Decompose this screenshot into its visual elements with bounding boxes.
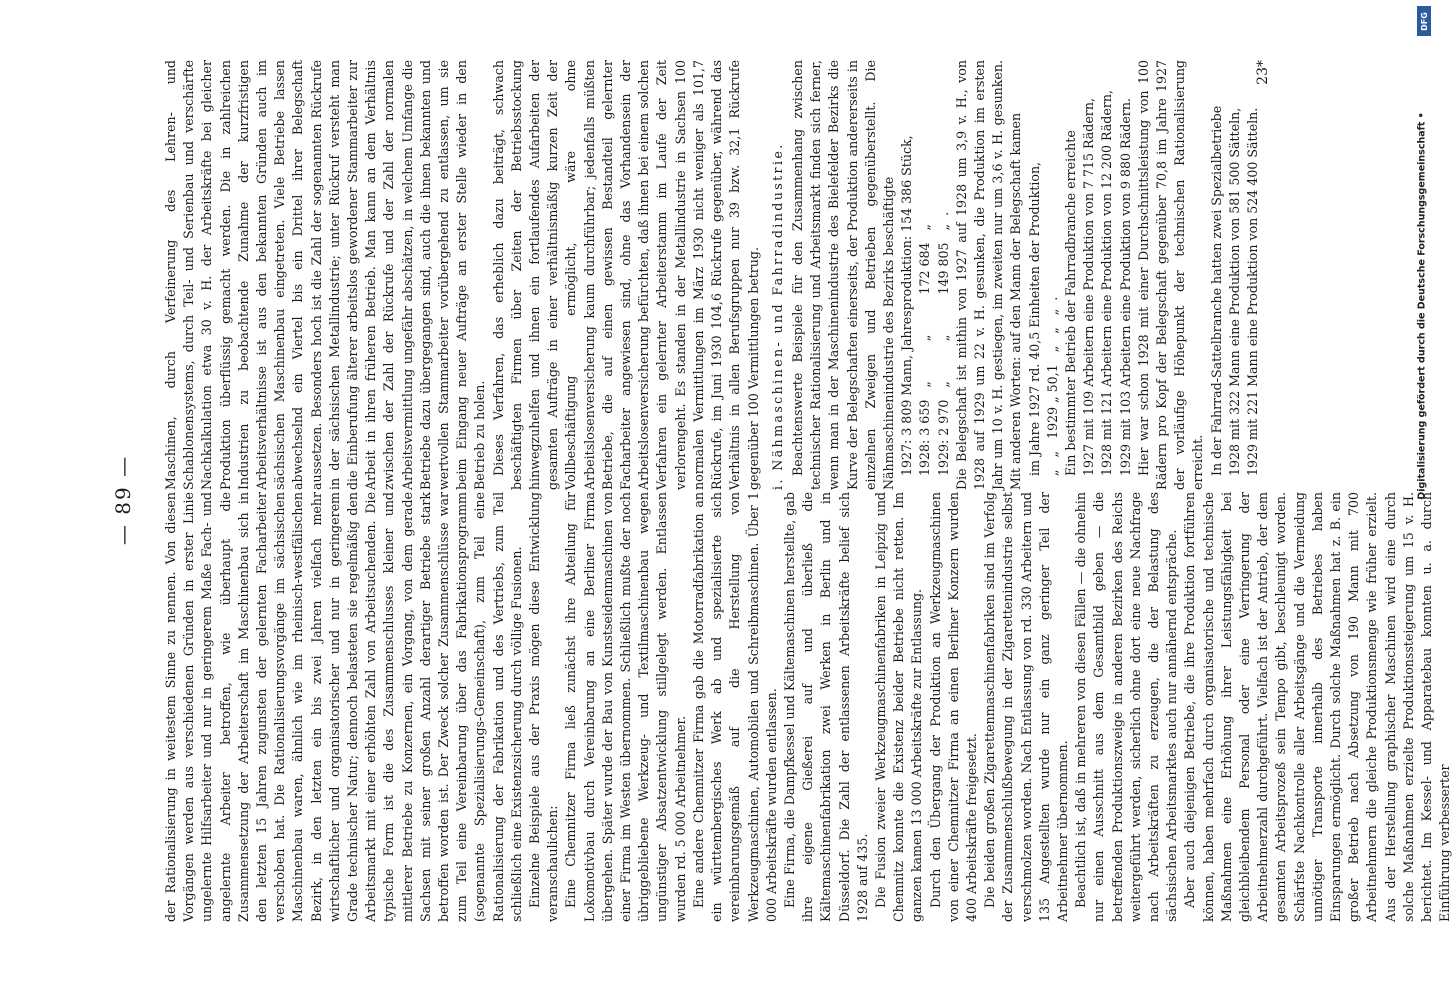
paragraph: Die beiden großen Zigarettenmaschinenfabriken sind im Verfolg der Zusammenschlußbewegung in der Zigarettenindustrie selbst verschmolzen worden. Nach Entlassung von rd. 330 Arbeitern und 135 Angestellten wurde nur ein ganz geringer Teil der Arbeitnehmer übernommen.	[982, 492, 1070, 922]
paragraph: Durch den Übergang der Produktion an Werkzeugmaschinen von einer Chemnitzer Firma an einen Berliner Konzern wurden 400 Arbeitskräfte freigesetzt.	[927, 492, 979, 922]
left-text-column	[162, 492, 1454, 922]
statistics-line: 1929 mit 103 Arbeitern eine Produktion von 9 880 Rädern.	[1117, 98, 1133, 476]
signature-mark: 23*	[1255, 60, 1271, 85]
statistics-line: 1928 mit 322 Mann eine Produktion von 581 500 Sätteln,	[1226, 107, 1242, 476]
dfg-logo	[1417, 6, 1431, 36]
page-number-header: — 89 —	[111, 454, 135, 546]
paragraph: der Rationalisierung in weitestem Sinne zu nennen. Von diesen Vorgängen werden aus verschiedenen Gründen in erster Linie ungelernte Hilfsarbeiter und nur in geringerem Maße Fach- und angelernte Arbeiter betroffen, wie überhaupt die Zusammensetzung der Arbeiterschaft im Maschinenbau sich in den letzten 15 Jahren zugunsten der gelernten Facharbeiter verschoben hat. Die Rationalisierungsvorgänge im sächsischen Maschinenbau waren, ähnlich wie im rheinisch-westfälischen Bezirk, in den letzten ein bis zwei Jahren vielfach mehr wirtschaftlicher und organisatorischer und nur in geringerem Grade technischer Natur; dennoch belasteten sie regelmäßig den Arbeitsmarkt mit einer erhöhten Zahl von Arbeitsuchenden. Die typische Form ist die des Zusammenschlusses kleiner und mittlerer Betriebe zu Konzernen, ein Vorgang, von dem gerade Sachsen mit seiner großen Anzahl derartiger Betriebe stark betroffen worden ist. Der Zweck solcher Zusammenschlüsse war zum Teil eine Vereinbarung über das Fabrikationsprogramm (sogenannte Spezialisierungs-Gemeinschaft), zum Teil eine Rationalisierung der Fabrikation und des Vertriebs, zum Teil schließlich eine Existenzsicherung durch völlige Fusionen.	[163, 492, 524, 922]
paragraph: Eine andere Chemnitzer Firma gab die Motorradfabrikation an ein württembergisches Werk ab und spezialisierte sich vereinbarungsgemäß auf die Herstellung von Werkzeugmaschinen, Automobilen und Schreibmaschinen. Über 1 000 Arbeitskräfte wurden entlassen.	[690, 492, 779, 922]
paragraph: Beachtenswerte Beispiele für den Zusammenhang zwischen technischer Rationalisierung und Arbeitsmarkt finden sich ferner, wenn man in der Maschinenindustrie des Bielefelder Bezirks die Kurve der Belegschaften einerseits, der Produktion andererseits in einzelnen Zweigen und Betrieben gegenüberstellt. Die Nähmaschinenindustrie des Bezirks beschäftigte	[789, 60, 896, 490]
credit-text: Digitalisierung gefördert durch die Deutsche Forschungsgemeinschaft •	[1416, 112, 1428, 500]
paragraph: Die Fusion zweier Werkzeugmaschinenfabriken in Leipzig und Chemnitz konnte die Existenz beider Betriebe nicht retten. Im ganzen kamen 13 000 Arbeitskräfte zur Entlassung.	[872, 492, 925, 922]
paragraph: Hier war schon 1928 mit einer Durchschnittsleistung von 100 Rädern pro Kopf der Belegschaft gegenüber 70,8 im Jahre 1927 der vorläufige Höhepunkt der technischen Rationalisierung erreicht.	[1135, 60, 1206, 490]
statistics-line: 1929: 2 970 „ „ 149 805 „ .	[935, 211, 951, 476]
statistics-line: „ „ 1929 „ 50,1 „ „ „ .	[1044, 296, 1060, 476]
statistics-line: 1928: 3 659 „ „ 172 684 „	[917, 223, 933, 476]
statistics-line: 1927: 3 809 Mann, Jahresproduktion: 154 386 Stück,	[899, 135, 915, 476]
paragraph: Maschinen, durch Verfeinerung des Lehren- und Schablonensystems, durch Teil- und Serienbau und verschärfte Nachkalkulation etwa 30 v. H. der Arbeitskräfte bei gleicher Produktion überflüssig gemacht werden. Die in zahlreichen Industrien zu beobachtende Zunahme der kurzfristigen Arbeitsverhältnisse ist aus den bekannten Gründen auch im sächsischen Maschinenbau eingetreten. Viele Betriebe lassen abwechselnd ein Viertel bis ein Drittel ihrer Belegschaft aussetzen. Besonders hoch ist die Zahl der sogenannten Rückrufe in der sächsischen Metallindustrie; unter Rückruf versteht man die Einberufung älterer arbeitslos gewordener Stammarbeiter zur Arbeit in ihren früheren Betrieb. Man kann an dem Verhältnis zwischen der Zahl der Rückrufe und der Zahl der normalen Arbeitsvermittlung ungefähr abschätzen, in welchem Umfange die Betriebe dazu übergegangen sind, auch die ihnen bekannten und wertvollen Stammarbeiter vorübergehend zu entlassen, um sie beim Eingang neuer Aufträge an erster Stelle wieder in den Betrieb zu holen.	[163, 60, 488, 490]
paragraph: Ein bestimmter Betrieb der Fahrradbranche erreichte	[1062, 130, 1078, 476]
paragraph: Aber auch diejenigen Betriebe, die ihre Produktion fortführen können, haben mehrfach durch organisatorische und technische Maßnahmen eine Erhöhung ihrer Leistungsfähigkeit bei gleichbleibendem Personal oder eine Verringerung der Arbeitnehmerzahl durchgeführt. Vielfach ist der Antrieb, der dem gesamten Arbeitsprozeß sein Tempo gibt, beschleunigt worden. Schärfste Nachkontrolle aller Arbeitsgänge und die Vermeidung unnötiger Transporte innerhalb des Betriebes haben Einsparungen ermöglicht. Durch solche Maßnahmen hat z. B. ein großer Betrieb nach Absetzung von 190 Mann mit 700 Arbeitnehmern die gleiche Produktionsmenge wie früher erzielt. Aus der Herstellung graphischer Maschinen wird eine durch solche Maßnahmen erzielte Produktionssteigerung um 15 v. H. berichtet. Im Kessel- und Apparatebau konnten u. a. durch Einführung verbesserter	[1182, 492, 1453, 922]
paragraph: Eine Firma, die Dampfkessel und Kältemaschinen herstellte, gab ihre eigene Gießerei auf und überließ die Kältemaschinenfabrikation zwei Werken in Berlin und in Düsseldorf. Die Zahl der entlassenen Arbeitskräfte belief sich 1928 auf 435.	[781, 492, 870, 922]
paragraph: Eine Chemnitzer Firma ließ zunächst ihre Abteilung für Lokomotivbau durch Vereinbarung an eine Berliner Firma übergehen. Später wurde der Bau von Kunstseidenmaschinen von einer Firma im Westen übernommen. Schließlich mußte der noch übriggebliebene Werkzeug- und Textilmaschinenbau wegen ungünstiger Absatzentwicklung stillgelegt werden. Entlassen wurden rd. 5 000 Arbeitnehmer.	[563, 492, 688, 922]
section-heading: i. Nähmaschinen- und Fahrradindustrie.	[769, 142, 785, 490]
paragraph: Beachtlich ist, daß in mehreren von diesen Fällen — die ohnehin nur einen Ausschnitt aus dem Gesamtbild geben — die betreffenden Produktionszweige in anderen Bezirken des Reichs weitergeführt werden, sicherlich ohne dort eine neue Nachfrage nach Arbeitskräften zu erzeugen, die der Belastung des sächsischen Arbeitsmarktes auch nur annähernd entspräche.	[1073, 492, 1180, 922]
right-text-column	[162, 60, 1262, 490]
paragraph: In der Fahrrad-Sattelbranche hatten zwei Spezialbetriebe	[1208, 105, 1224, 476]
paragraph: Die Belegschaft ist mithin von 1927 auf 1928 um 3,9 v. H., von 1928 auf 1929 um 22 v. H. gesunken, die Produktion im ersten Jahr um 10 v. H. gestiegen, im zweiten nur um 3,6 v. H. gesunken. Mit anderen Worten: auf den Mann der Belegschaft kamen	[953, 60, 1024, 490]
statistics-line: 1928 mit 121 Arbeitern eine Produktion von 12 200 Rädern,	[1099, 90, 1115, 476]
statistics-line: 1927 mit 109 Arbeitern eine Produktion von 7 715 Rädern,	[1081, 98, 1097, 476]
statistics-line: 1929 mit 221 Mann eine Produktion von 524 400 Sätteln.	[1244, 107, 1260, 476]
statistics-line: im Jahre 1927 rd. 40,5 Einheiten der Produktion,	[1026, 161, 1042, 476]
dfg-logo-text: DFG	[1419, 11, 1429, 31]
paragraph: Dieses Verfahren, das erheblich dazu beiträgt, schwach beschäftigten Firmen über Zeiten der Betriebsstockung hinwegzuhelfen und ihnen ein fortlaufendes Aufarbeiten der gesamten Aufträge in einer verhältnismäßig kurzen Zeit der Vollbeschäftigung ermöglicht, wäre ohne Arbeitslosenversicherung kaum durchführbar; jedenfalls müßten Betriebe, die auf einen gewissen Bestandteil gelernter Facharbeiter angewiesen sind, ohne das Vorhandensein der Arbeitslosenversicherung befürchten, daß ihnen bei einem solchen Verfahren ein gelernter Arbeiterstamm im Laufe der Zeit verlorengeht. Es standen in der Metallindustrie in Sachsen 100 normalen Vermittlungen im März 1930 nicht weniger als 101,7 Rückrufe, im Juni 1930 104,6 Rückrufe gegenüber, während das Verhältnis in allen Berufsgruppen nur 39 bzw. 32,1 Rückrufe gegenüber 100 Vermittlungen betrug.	[490, 60, 761, 490]
digitization-credit	[1412, 6, 1432, 606]
paragraph: Einzelne Beispiele aus der Praxis mögen diese Entwicklung veranschaulichen:	[527, 492, 561, 922]
